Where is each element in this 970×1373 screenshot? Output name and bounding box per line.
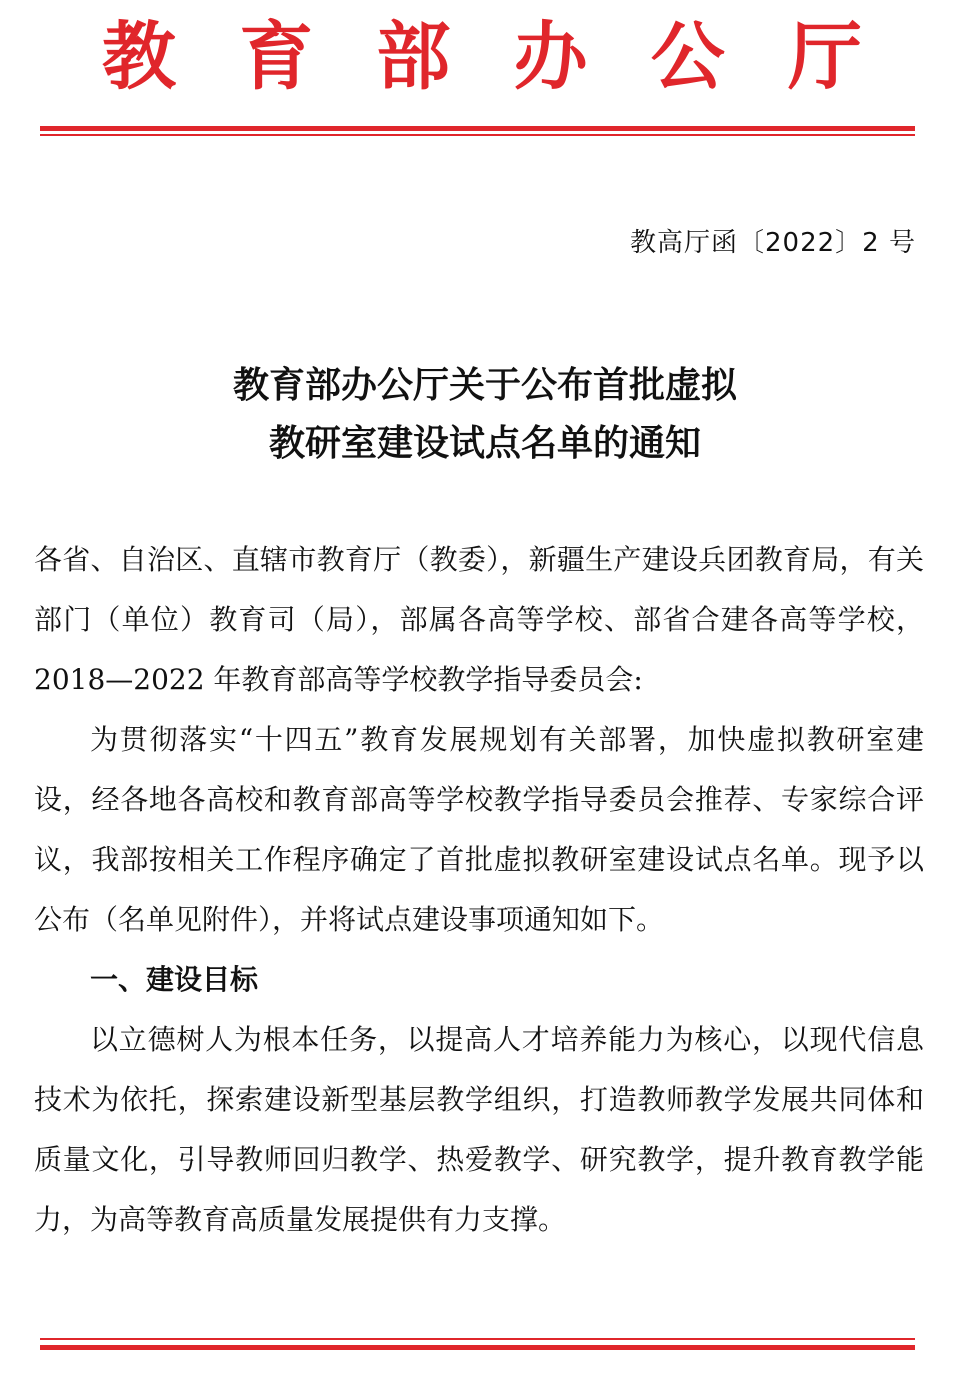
header-rule-thick [40, 126, 915, 131]
document-number: 教高厅函〔2022〕2 号 [630, 228, 916, 258]
masthead-char: 教 [102, 14, 176, 100]
title-line-2: 教研室建设试点名单的通知 [268, 422, 701, 464]
title-line-1: 教育部办公厅关于公布首批虚拟 [232, 364, 737, 406]
masthead-char: 部 [376, 14, 451, 100]
footer-rule-thick [40, 1345, 915, 1350]
masthead [40, 12, 920, 102]
body-paragraph-2: 以立德树人为根本任务，以提高人才培养能力为核心，以现代信息技术为依托，探索建设新型基层教学组织，打造教师教学发展共同体和质量文化，引导教师回归教学、热爱教学、研究教学，提升教育教学能力，为高等教育高质量发展提供有力支撑。 [34, 1023, 924, 1236]
masthead-char: 厅 [787, 14, 862, 100]
document-body [34, 530, 924, 1250]
footer-rule-thin [40, 1338, 915, 1340]
section-heading-1: 一、建设目标 [90, 963, 259, 996]
header-rule-thin [40, 134, 915, 136]
masthead-char: 育 [239, 14, 314, 100]
masthead-char: 公 [650, 14, 725, 100]
body-paragraph-1: 为贯彻落实“十四五”教育发展规划有关部署，加快虚拟教研室建设，经各地各高校和教育部高等学校教学指导委员会推荐、专家综合评议，我部按相关工作程序确定了首批虚拟教研室建设试点名单。现予以公布（名单见附件），并将试点建设事项通知如下。 [34, 723, 924, 936]
document-title [60, 356, 910, 472]
masthead-char: 办 [513, 14, 588, 100]
recipients-paragraph: 各省、自治区、直辖市教育厅（教委），新疆生产建设兵团教育局，有关部门（单位）教育司（局），部属各高等学校、部省合建各高等学校，2018—2022 年教育部高等学校教学指导委员会: [34, 543, 924, 696]
